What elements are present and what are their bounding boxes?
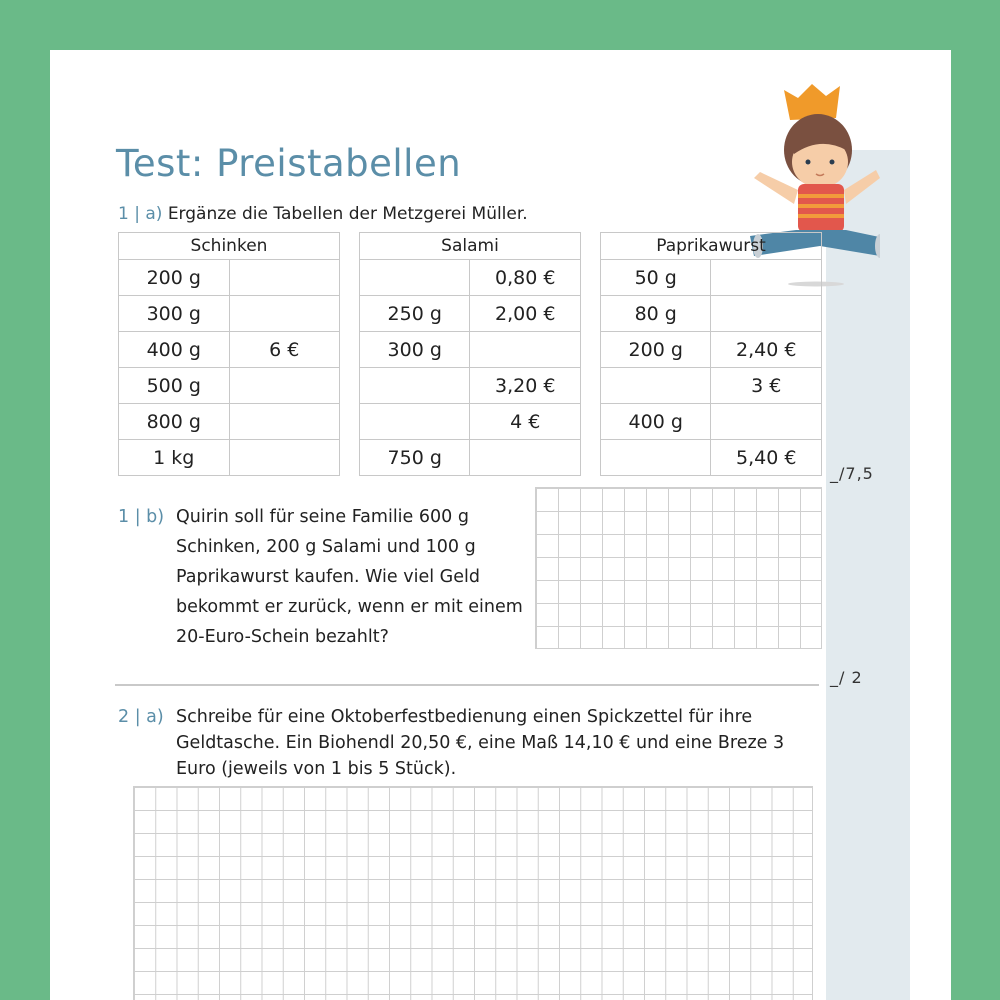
table-row [360,440,581,476]
weight-cell[interactable]: 750 g [360,440,470,476]
weight-cell[interactable]: 500 g [119,368,230,404]
task-2a-prompt [118,704,818,782]
weight-cell[interactable]: 250 g [360,296,470,332]
weight-cell[interactable]: 300 g [360,332,470,368]
price-cell[interactable] [470,440,581,476]
price-cell[interactable]: 2,40 € [711,332,822,368]
page-title: Test: Preistabellen [116,142,462,185]
task-text: Ergänze die Tabellen der Metzgerei Müller. [167,204,528,224]
price-cell[interactable]: 0,80 € [470,260,581,296]
weight-cell[interactable]: 300 g [119,296,230,332]
price-cell[interactable] [711,260,822,296]
weight-cell[interactable]: 80 g [601,296,711,332]
table-row [119,368,340,404]
table-row [119,296,340,332]
table-header: Paprikawurst [601,233,822,260]
table-row [360,296,581,332]
weight-cell[interactable]: 200 g [119,260,230,296]
worksheet-page [50,50,951,1000]
weight-cell[interactable]: 50 g [601,260,711,296]
section-divider [115,684,819,686]
table-row [601,404,822,440]
task-1b-answer-grid[interactable] [535,487,822,649]
price-cell[interactable]: 3 € [711,368,822,404]
table-row [360,332,581,368]
price-cell[interactable] [229,260,339,296]
table-row [601,440,822,476]
task-number: 2 | a) [118,707,164,727]
task-2a-answer-grid[interactable] [133,786,813,1000]
price-cell[interactable] [229,440,339,476]
task-1b-prompt [118,502,538,652]
task-1b-score: _/ 2 [830,668,863,687]
price-cell[interactable]: 6 € [229,332,339,368]
price-cell[interactable]: 2,00 € [470,296,581,332]
price-table-schinken [118,232,340,476]
weight-cell[interactable]: 400 g [119,332,230,368]
table-row [360,368,581,404]
table-row [119,260,340,296]
task-number: 1 | b) [118,507,165,527]
table-row [360,260,581,296]
table-row [601,368,822,404]
price-table-paprikawurst [600,232,822,476]
table-row [601,260,822,296]
task-1a-score: _/7,5 [830,464,874,483]
table-row [119,440,340,476]
task-number: 1 | a) [118,204,163,224]
price-cell[interactable]: 5,40 € [711,440,822,476]
price-cell[interactable]: 3,20 € [470,368,581,404]
task-text: Schreibe für eine Oktoberfestbedienung einen Spickzettel für ihre Geldtasche. Ein Biohendl 20,50 €, eine Maß 14,10 € und eine Breze 3 Euro (jeweils von 1 bis 5 Stück). [176,707,785,779]
price-table-salami [359,232,581,476]
weight-cell[interactable]: 200 g [601,332,711,368]
price-cell[interactable] [229,404,339,440]
price-cell[interactable]: 4 € [470,404,581,440]
price-cell[interactable] [711,296,822,332]
price-cell[interactable] [229,296,339,332]
price-cell[interactable] [470,332,581,368]
weight-cell[interactable]: 400 g [601,404,711,440]
price-cell[interactable] [229,368,339,404]
weight-cell[interactable] [360,260,470,296]
table-row [601,332,822,368]
weight-cell[interactable] [360,404,470,440]
table-row [360,404,581,440]
weight-cell[interactable] [360,368,470,404]
table-header: Salami [360,233,581,260]
table-header: Schinken [119,233,340,260]
price-cell[interactable] [711,404,822,440]
weight-cell[interactable]: 1 kg [119,440,230,476]
task-text: Quirin soll für seine Familie 600 g Schinken, 200 g Salami und 100 g Paprikawurst kaufen. Wie viel Geld bekommt er zurück, wenn er mit einem 20-Euro-Schein bezahlt? [176,507,523,647]
table-row [601,296,822,332]
weight-cell[interactable] [601,368,711,404]
table-row [119,332,340,368]
task-1a-prompt [118,204,528,224]
weight-cell[interactable] [601,440,711,476]
table-row [119,404,340,440]
weight-cell[interactable]: 800 g [119,404,230,440]
